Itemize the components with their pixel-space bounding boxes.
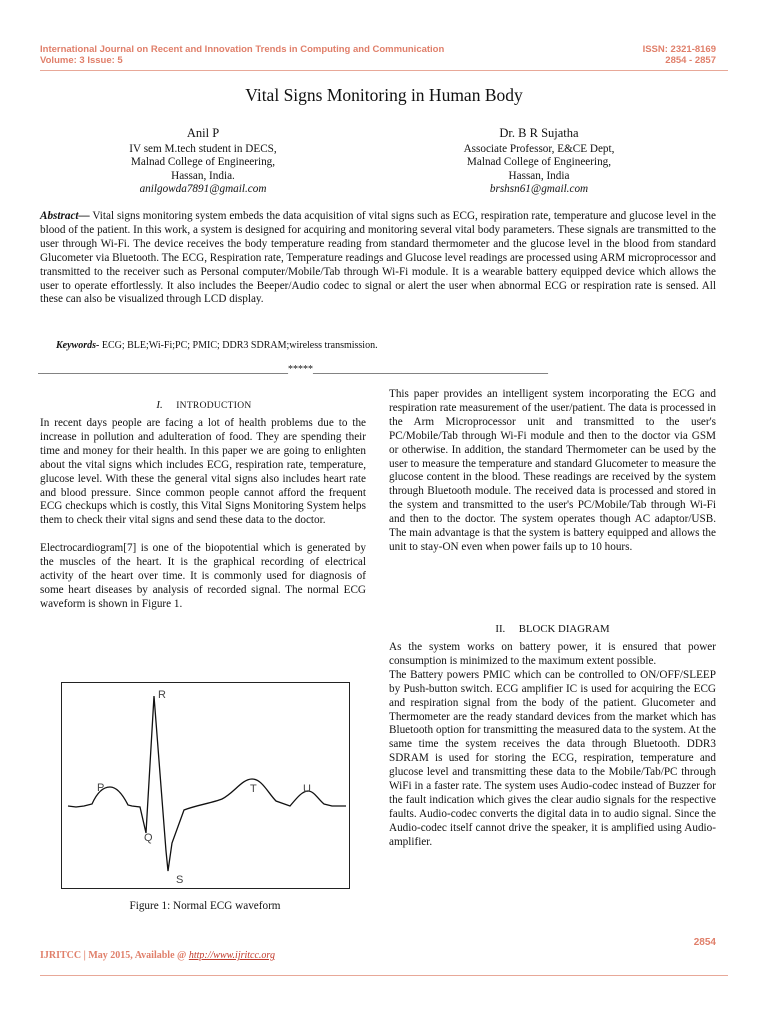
author-name: Dr. B R Sujatha [499, 126, 579, 140]
author-affiliation: Malnad College of Engineering, [130, 156, 276, 169]
ecg-label-s: S [176, 874, 184, 886]
paragraph: This paper provides an intelligent system incorporating the ECG and respiration rate measurement of the user/patient. The data is processed in the Arm Microprocessor unit and transmitted to the user's PC/Mobile/Tab through Wi-Fi module and then to the doctor via GSM or otherwise. In addition, the standard Thermometer can be used by the user to measure the temperature and standard Glucometer to measure the glucose content in the blood. These readings are received by the system through Bluetooth module. The received data is processed and stored in the system and transmitted to the user's PC/Mobile/Tab through Wi-Fi and then to the doctor. The system operates though AC adaptor/USB. The main advantage is that the system is battery equipped and allows the unit to stay-ON even when power fails up to 10 hours. [389, 388, 716, 553]
page-number: 2854 [693, 937, 716, 948]
author-email[interactable]: anilgowda7891@gmail.com [139, 183, 267, 196]
ecg-label-t: T [250, 783, 257, 795]
keywords-label: Keywords- [56, 340, 100, 351]
author-email[interactable]: brshsn61@gmail.com [489, 183, 589, 196]
footer-rule [40, 975, 728, 976]
separator: __________________________________________________*****_______________________________________________ [38, 364, 548, 375]
abstract-label: Abstract— [40, 210, 90, 222]
paper-title: Vital Signs Monitoring in Human Body [245, 85, 523, 105]
author-2 [389, 127, 689, 197]
journal-pages: 2854 - 2857 [665, 55, 716, 66]
author-affiliation: IV sem M.tech student in DECS, [129, 142, 277, 155]
author-affiliation: Hassan, India. [171, 169, 235, 182]
right-column-block [389, 641, 716, 850]
abstract-text: Vital signs monitoring system embeds the data acquisition of vital signs such as ECG, respiration rate, temperature and glucose level in the blood of the patient. In this work, a system is designed for acquiring and monitoring several vital body parameters. These signals are transmitted to the user through Wi-Fi. The device receives the body temperature reading from standard thermometer and the glucose level in the blood from standard Glucometer via Bluetooth. The ECG, Respiration rate, Temperature readings and Glucose level readings are processed using ARM microprocessor and transmitted to the receiver such as Personal computer/Mobile/Tab through Wi-Fi module. It is a wearable battery equipped device which allows the user to operate effortlessly. It also includes the Beeper/Audio codec to signal or alert the user when abnormal ECG or respiration rate is sensed. All these can also be visualized through LCD display. [40, 210, 716, 306]
section-title: INTRODUCTION [176, 401, 252, 411]
figure-caption: Figure 1: Normal ECG waveform [129, 900, 281, 912]
ecg-label-u: U [303, 783, 311, 795]
section-2-heading [389, 623, 716, 635]
right-column-intro [389, 388, 716, 555]
section-1-heading [40, 399, 368, 411]
author-1 [53, 127, 353, 197]
keywords-text: ECG; BLE;Wi-Fi;PC; PMIC; DDR3 SDRAM;wireless transmission. [99, 340, 378, 351]
paragraph: As the system works on battery power, it is ensured that power consumption is minimized to the maximum extent possible. [389, 641, 716, 667]
paragraph: The Battery powers PMIC which can be controlled to ON/OFF/SLEEP by Push-button switch. ECG amplifier IC is used for acquiring the ECG and respiration signal from the body of the patient. Glucometer and Thermometer are the ready standard devices from the market which has Bluetooth option for transmitting the measured data to the system. At the same time the system receives the data through Bluetooth. DDR3 SDRAM is used for storing the ECG, respiration, temperature and glucose level and transmitting these data to the Mobile/Tab/PC through WiFi in a faster rate. The system uses Audio-codec instead of Buzzer for the fault indication which gives the clear audio signals for the respective faults. Audio-codec converts the digital data in to audio signal. Since the Audio-codec itself cannot drive the speaker, it is amplified using Audio-amplifier. [389, 668, 716, 848]
section-title: BLOCK DIAGRAM [518, 623, 610, 635]
abstract [40, 210, 716, 307]
journal-volume: Volume: 3 Issue: 5 [40, 55, 123, 66]
ecg-label-p: P [97, 782, 105, 794]
footer-link[interactable]: http://www.ijritcc.org [188, 950, 275, 961]
ecg-label-q: Q [144, 832, 153, 844]
journal-issn: ISSN: 2321-8169 [642, 44, 716, 55]
header-rule [40, 70, 728, 71]
left-column [40, 417, 366, 612]
footer-text: IJRITCC | May 2015, Available @ [40, 950, 189, 961]
paragraph: In recent days people are facing a lot of health problems due to the increase in pollution and adulteration of food. They are spending their time and money for their health. In this paper we are going to enlighten about the vital signs which includes ECG, respiration rate, temperature, glucose level. With these the general vital signs also includes heart rate and blood pressure. Since common people cannot afford the frequent ECG checkups which is costly, this Vital Signs Monitoring System helps them to check their vital signs and send these data to the doctor. [40, 417, 366, 527]
paragraph: Electrocardiogram[7] is one of the biopotential which is generated by the muscles of the heart. It is the graphical recording of electrical activity of the heart over time. It is commonly used for diagnosis of some heart diseases by analysis of recorded signal. The normal ECG waveform is shown in Figure 1. [40, 542, 366, 610]
journal-name: International Journal on Recent and Innovation Trends in Computing and Communication [40, 44, 445, 55]
section-number: I. [156, 399, 163, 411]
author-affiliation: Hassan, India [508, 169, 570, 182]
author-name: Anil P [186, 126, 220, 140]
ecg-figure [61, 682, 350, 889]
keywords [56, 340, 378, 351]
ecg-label-r: R [158, 689, 166, 701]
section-number: II. [495, 623, 506, 635]
ecg-waveform [62, 683, 349, 888]
footer [40, 950, 275, 961]
author-affiliation: Malnad College of Engineering, [466, 156, 612, 169]
author-affiliation: Associate Professor, E&CE Dept, [463, 142, 615, 155]
